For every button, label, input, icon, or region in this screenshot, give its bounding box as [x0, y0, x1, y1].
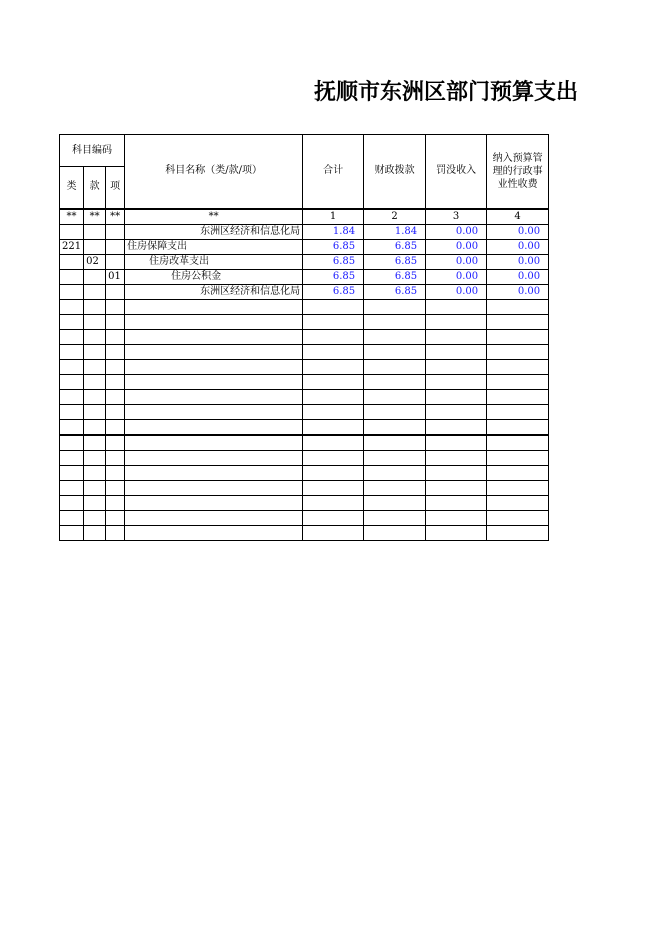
empty-cell: [60, 435, 84, 451]
cell-xiang: [106, 254, 125, 269]
empty-cell: [60, 314, 84, 329]
empty-cell: [84, 450, 106, 465]
empty-cell: [487, 344, 549, 359]
empty-cell: [487, 525, 549, 540]
empty-cell: [487, 314, 549, 329]
empty-cell: [364, 299, 426, 314]
empty-cell: [106, 314, 125, 329]
empty-cell: [84, 465, 106, 480]
empty-cell: [84, 314, 106, 329]
header-xiang: 项: [106, 167, 125, 209]
empty-cell: [426, 495, 487, 510]
empty-cell: [125, 344, 303, 359]
empty-cell: [487, 389, 549, 404]
empty-row: [60, 510, 549, 525]
cell-fees: 0.00: [487, 254, 549, 269]
empty-cell: [106, 435, 125, 451]
cell-name: 住房公积金: [125, 269, 303, 284]
header-lei: 类: [60, 167, 84, 209]
empty-cell: [60, 419, 84, 435]
empty-cell: [426, 480, 487, 495]
empty-cell: [364, 525, 426, 540]
cell-kuan: [84, 269, 106, 284]
empty-row: [60, 419, 549, 435]
empty-cell: [125, 374, 303, 389]
empty-cell: [426, 314, 487, 329]
header-fees: 纳入预算管理的行政事业性收费: [487, 135, 549, 209]
cell-fines: 0.00: [426, 239, 487, 254]
cell-fiscal: 1.84: [364, 224, 426, 239]
empty-cell: [84, 435, 106, 451]
index-xiang: **: [106, 209, 125, 225]
page-title: 抚顺市东洲区部门预算支出: [314, 80, 579, 105]
empty-cell: [303, 525, 364, 540]
cell-xiang: 01: [106, 269, 125, 284]
empty-cell: [125, 419, 303, 435]
empty-cell: [60, 465, 84, 480]
empty-cell: [364, 465, 426, 480]
empty-cell: [487, 510, 549, 525]
empty-cell: [60, 329, 84, 344]
empty-cell: [60, 450, 84, 465]
empty-cell: [60, 404, 84, 419]
empty-cell: [60, 510, 84, 525]
empty-cell: [487, 450, 549, 465]
empty-cell: [303, 465, 364, 480]
empty-cell: [125, 404, 303, 419]
header-fiscal: 财政拨款: [364, 135, 426, 209]
index-row: [60, 209, 549, 225]
cell-fines: 0.00: [426, 269, 487, 284]
empty-cell: [426, 465, 487, 480]
empty-cell: [106, 495, 125, 510]
empty-cell: [84, 510, 106, 525]
empty-cell: [60, 374, 84, 389]
table-row: [60, 284, 549, 299]
empty-row: [60, 480, 549, 495]
cell-kuan: [84, 239, 106, 254]
empty-cell: [60, 495, 84, 510]
empty-cell: [84, 344, 106, 359]
empty-cell: [303, 299, 364, 314]
empty-cell: [364, 419, 426, 435]
empty-cell: [487, 465, 549, 480]
cell-total: 1.84: [303, 224, 364, 239]
empty-cell: [303, 510, 364, 525]
empty-cell: [364, 359, 426, 374]
empty-cell: [303, 329, 364, 344]
empty-row: [60, 465, 549, 480]
empty-cell: [106, 329, 125, 344]
cell-kuan: [84, 224, 106, 239]
empty-cell: [487, 404, 549, 419]
cell-fees: 0.00: [487, 239, 549, 254]
cell-kuan: [84, 284, 106, 299]
empty-cell: [125, 435, 303, 451]
cell-name: 东洲区经济和信息化局: [125, 284, 303, 299]
empty-cell: [125, 525, 303, 540]
empty-row: [60, 525, 549, 540]
empty-cell: [60, 389, 84, 404]
empty-cell: [364, 435, 426, 451]
empty-cell: [106, 389, 125, 404]
empty-cell: [303, 419, 364, 435]
empty-cell: [364, 314, 426, 329]
empty-row: [60, 389, 549, 404]
empty-row: [60, 344, 549, 359]
empty-cell: [106, 525, 125, 540]
index-c4: 4: [487, 209, 549, 225]
empty-cell: [364, 404, 426, 419]
empty-cell: [303, 314, 364, 329]
budget-table: [59, 134, 549, 541]
empty-cell: [303, 359, 364, 374]
cell-total: 6.85: [303, 254, 364, 269]
empty-cell: [84, 404, 106, 419]
empty-cell: [303, 389, 364, 404]
empty-cell: [125, 465, 303, 480]
empty-row: [60, 314, 549, 329]
index-c3: 3: [426, 209, 487, 225]
empty-cell: [106, 404, 125, 419]
empty-row: [60, 435, 549, 451]
cell-name: 东洲区经济和信息化局: [125, 224, 303, 239]
empty-cell: [426, 419, 487, 435]
empty-cell: [84, 329, 106, 344]
table-row: [60, 254, 549, 269]
header-code-group: 科目编码: [60, 135, 125, 167]
empty-cell: [364, 480, 426, 495]
cell-xiang: [106, 284, 125, 299]
empty-cell: [426, 389, 487, 404]
empty-cell: [487, 495, 549, 510]
empty-cell: [106, 510, 125, 525]
empty-cell: [125, 359, 303, 374]
empty-row: [60, 299, 549, 314]
empty-cell: [303, 495, 364, 510]
cell-xiang: [106, 224, 125, 239]
empty-cell: [60, 525, 84, 540]
cell-fees: 0.00: [487, 284, 549, 299]
empty-cell: [84, 480, 106, 495]
empty-row: [60, 495, 549, 510]
empty-cell: [106, 419, 125, 435]
cell-fines: 0.00: [426, 224, 487, 239]
empty-cell: [303, 435, 364, 451]
header-name: 科目名称（类/款/项）: [125, 135, 303, 209]
empty-cell: [106, 480, 125, 495]
empty-cell: [364, 329, 426, 344]
empty-cell: [426, 359, 487, 374]
empty-cell: [106, 359, 125, 374]
cell-fees: 0.00: [487, 224, 549, 239]
table-row: [60, 269, 549, 284]
cell-total: 6.85: [303, 269, 364, 284]
cell-name: 住房保障支出: [125, 239, 303, 254]
index-kuan: **: [84, 209, 106, 225]
empty-cell: [303, 480, 364, 495]
empty-cell: [125, 495, 303, 510]
cell-lei: 221: [60, 239, 84, 254]
cell-lei: [60, 224, 84, 239]
empty-cell: [364, 450, 426, 465]
empty-cell: [426, 525, 487, 540]
empty-cell: [84, 525, 106, 540]
empty-cell: [60, 299, 84, 314]
cell-fiscal: 6.85: [364, 239, 426, 254]
empty-cell: [125, 299, 303, 314]
empty-cell: [487, 435, 549, 451]
empty-cell: [125, 329, 303, 344]
empty-cell: [125, 450, 303, 465]
cell-total: 6.85: [303, 239, 364, 254]
empty-cell: [364, 374, 426, 389]
empty-row: [60, 329, 549, 344]
empty-row: [60, 374, 549, 389]
table-row: [60, 224, 549, 239]
cell-fines: 0.00: [426, 284, 487, 299]
cell-lei: [60, 254, 84, 269]
empty-cell: [303, 404, 364, 419]
title-clip: [300, 78, 579, 112]
empty-cell: [426, 344, 487, 359]
cell-fiscal: 6.85: [364, 254, 426, 269]
cell-lei: [60, 284, 84, 299]
empty-cell: [364, 495, 426, 510]
table-row: [60, 239, 549, 254]
empty-cell: [125, 389, 303, 404]
header-fines: 罚没收入: [426, 135, 487, 209]
header-total: 合计: [303, 135, 364, 209]
empty-cell: [426, 435, 487, 451]
empty-cell: [364, 389, 426, 404]
cell-name: 住房改革支出: [125, 254, 303, 269]
empty-cell: [106, 450, 125, 465]
empty-cell: [84, 299, 106, 314]
empty-cell: [60, 344, 84, 359]
cell-total: 6.85: [303, 284, 364, 299]
empty-cell: [364, 344, 426, 359]
empty-cell: [364, 510, 426, 525]
empty-cell: [84, 374, 106, 389]
empty-row: [60, 404, 549, 419]
cell-fees: 0.00: [487, 269, 549, 284]
empty-cell: [426, 374, 487, 389]
empty-cell: [84, 359, 106, 374]
index-name: **: [125, 209, 303, 225]
empty-cell: [125, 480, 303, 495]
empty-cell: [426, 510, 487, 525]
empty-cell: [303, 450, 364, 465]
empty-cell: [487, 329, 549, 344]
empty-cell: [84, 495, 106, 510]
empty-cell: [106, 344, 125, 359]
empty-cell: [426, 404, 487, 419]
empty-cell: [125, 314, 303, 329]
index-lei: **: [60, 209, 84, 225]
empty-cell: [426, 299, 487, 314]
empty-cell: [487, 419, 549, 435]
cell-fines: 0.00: [426, 254, 487, 269]
empty-cell: [84, 419, 106, 435]
index-c2: 2: [364, 209, 426, 225]
empty-cell: [487, 374, 549, 389]
cell-fiscal: 6.85: [364, 284, 426, 299]
header-kuan: 款: [84, 167, 106, 209]
empty-cell: [426, 329, 487, 344]
cell-kuan: 02: [84, 254, 106, 269]
cell-lei: [60, 269, 84, 284]
empty-cell: [106, 374, 125, 389]
empty-cell: [125, 510, 303, 525]
empty-cell: [426, 450, 487, 465]
empty-cell: [60, 359, 84, 374]
empty-row: [60, 359, 549, 374]
empty-cell: [106, 465, 125, 480]
empty-cell: [487, 359, 549, 374]
empty-cell: [60, 480, 84, 495]
empty-cell: [303, 344, 364, 359]
empty-cell: [84, 389, 106, 404]
cell-fiscal: 6.85: [364, 269, 426, 284]
empty-cell: [303, 374, 364, 389]
cell-xiang: [106, 239, 125, 254]
empty-cell: [487, 480, 549, 495]
empty-row: [60, 450, 549, 465]
empty-cell: [106, 299, 125, 314]
index-c1: 1: [303, 209, 364, 225]
empty-cell: [487, 299, 549, 314]
